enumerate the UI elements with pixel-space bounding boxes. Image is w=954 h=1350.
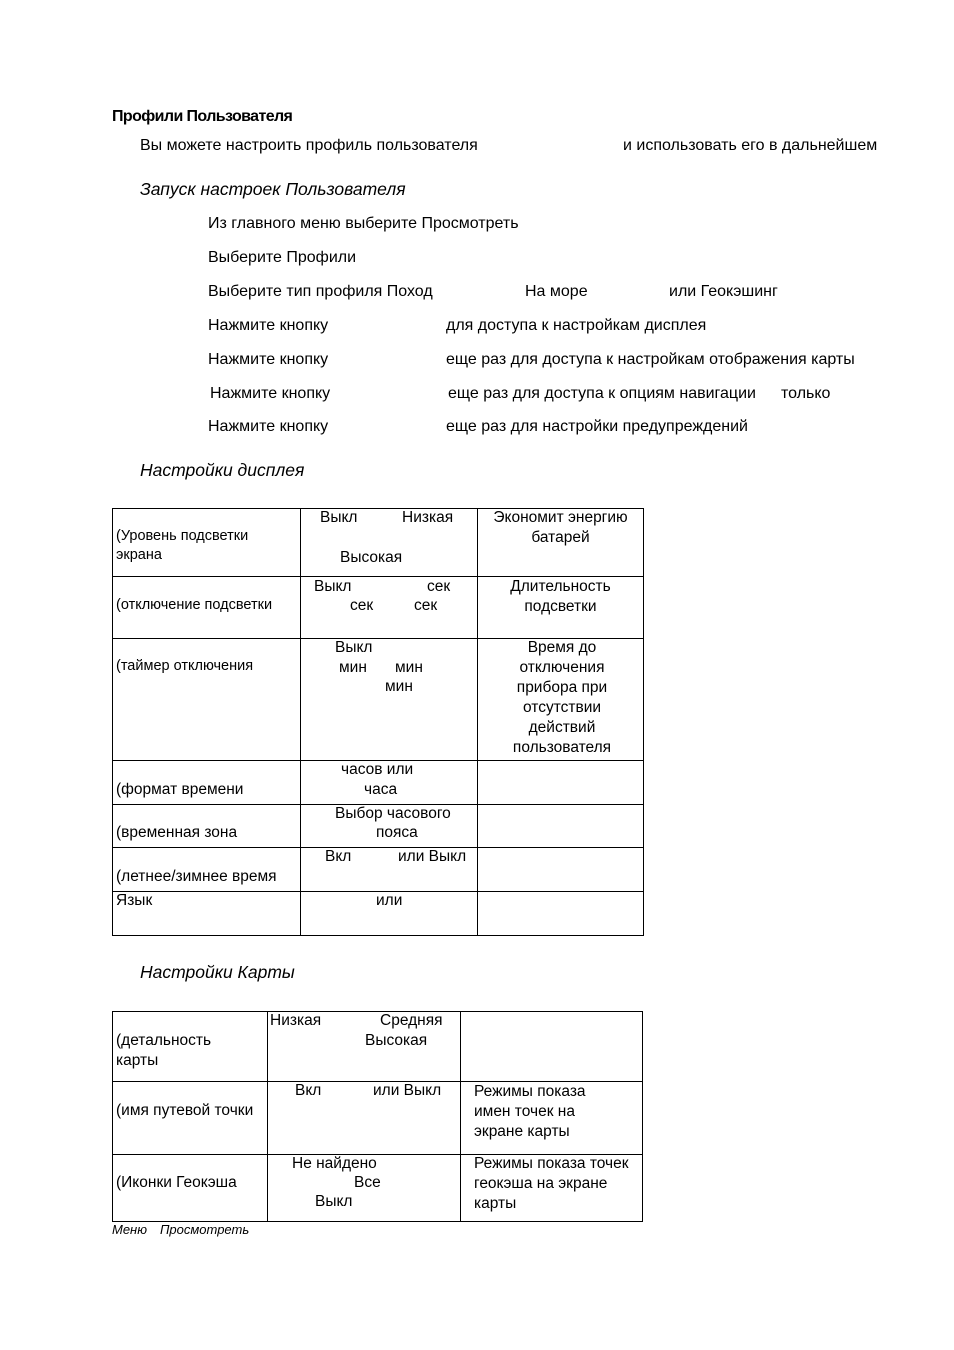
- step-7-text: Нажмите кнопку: [208, 418, 329, 435]
- row-shutdown-timer-name: (таймер отключения: [116, 658, 254, 674]
- backlight-option-low: Низкая: [402, 509, 454, 526]
- time-zone-value-cont: пояса: [376, 824, 418, 841]
- map-detail-low: Низкая: [270, 1012, 322, 1029]
- row-backlight-off-name: (отключение подсветки: [116, 597, 273, 613]
- step-4-text: Нажмите кнопку: [208, 317, 329, 334]
- step-5-desc: еще раз для доступа к настройкам отображения карты: [446, 351, 855, 368]
- waypoint-name-off: или Выкл: [373, 1082, 442, 1099]
- shutdown-timer-desc: Время до отключения прибора при отсутствии действий пользователя: [512, 639, 612, 756]
- map-detail-high: Высокая: [365, 1032, 428, 1049]
- display-table-row-divider: [112, 847, 644, 848]
- launch-heading: Запуск настроек Пользователя: [140, 179, 406, 199]
- backlight-timeout-sec: сек: [427, 578, 451, 595]
- backlight-option-high: Высокая: [340, 549, 403, 566]
- shutdown-timer-min: мин: [385, 678, 413, 695]
- step-6-note: только: [781, 385, 831, 402]
- map-table-col-divider: [460, 1011, 461, 1222]
- geocache-icons-desc: Режимы показа точек: [474, 1155, 629, 1172]
- display-table-col-divider: [300, 508, 301, 936]
- geocache-icons-all: Все: [354, 1174, 381, 1191]
- time-format-value-cont: часа: [364, 781, 398, 798]
- intro-right: и использовать его в дальнейшем: [623, 137, 878, 154]
- shutdown-timer-min: мин: [339, 659, 367, 676]
- time-format-value: часов или: [341, 761, 414, 778]
- geocache-icons-desc-cont: карты: [474, 1195, 517, 1212]
- waypoint-name-desc-cont: имен точек на: [474, 1103, 575, 1120]
- waypoint-name-on: Вкл: [295, 1082, 322, 1099]
- backlight-timeout-sec: сек: [350, 597, 374, 614]
- row-map-detail-name-cont: карты: [116, 1052, 159, 1069]
- backlight-option-off: Выкл: [320, 509, 358, 526]
- figure-caption-view: Просмотреть: [160, 1222, 250, 1237]
- backlight-level-desc: Экономит энергию батарей: [493, 509, 628, 546]
- row-map-detail-name: (детальность: [116, 1032, 212, 1049]
- display-table-col-divider: [477, 508, 478, 936]
- map-detail-medium: Средняя: [380, 1012, 443, 1029]
- row-backlight-level-name: (Уровень подсветки: [116, 528, 249, 544]
- geocache-icons-off: Выкл: [315, 1193, 353, 1210]
- step-6-desc: еще раз для доступа к опциям навигации: [448, 385, 756, 402]
- step-3-text: Выберите тип профиля Поход: [208, 283, 433, 300]
- backlight-timeout-off: Выкл: [314, 578, 352, 595]
- row-time-zone-name: (временная зона: [116, 824, 238, 841]
- waypoint-name-desc: Режимы показа: [474, 1083, 586, 1100]
- step-1: Из главного меню выберите Просмотреть: [208, 215, 519, 232]
- map-heading: Настройки Карты: [140, 962, 295, 982]
- step-5-text: Нажмите кнопку: [208, 351, 329, 368]
- row-waypoint-name: (имя путевой точки: [116, 1102, 254, 1119]
- dst-option-off: или Выкл: [398, 848, 467, 865]
- figure-caption-menu: Меню: [112, 1222, 147, 1237]
- row-backlight-level-name-cont: экрана: [116, 547, 162, 563]
- page-title: Профили Пользователя: [112, 108, 293, 125]
- time-zone-value: Выбор часового: [335, 805, 451, 822]
- step-4-desc: для доступа к настройкам дисплея: [446, 317, 707, 334]
- geocache-icons-not-found: Не найдено: [292, 1155, 377, 1172]
- row-dst-name: (летнее/зимнее время: [116, 868, 277, 885]
- intro-left: Вы можете настроить профиль пользователя: [140, 137, 478, 154]
- waypoint-name-desc-cont: экране карты: [474, 1123, 570, 1140]
- step-7-desc: еще раз для настройки предупреждений: [446, 418, 748, 435]
- shutdown-timer-off: Выкл: [335, 639, 373, 656]
- step-6-text: Нажмите кнопку: [210, 385, 331, 402]
- backlight-timeout-sec: сек: [414, 597, 438, 614]
- step-2: Выберите Профили: [208, 249, 357, 266]
- step-3-option-geocaching: или Геокэшинг: [669, 283, 778, 300]
- map-table-col-divider: [267, 1011, 268, 1222]
- language-value: или: [376, 892, 403, 909]
- display-heading: Настройки дисплея: [140, 460, 305, 480]
- row-language-name: Язык: [116, 892, 153, 909]
- shutdown-timer-min: мин: [395, 659, 423, 676]
- backlight-timeout-desc: Длительность подсветки: [510, 578, 611, 615]
- row-time-format-name: (формат времени: [116, 781, 244, 798]
- geocache-icons-desc-cont: геокэша на экране: [474, 1175, 608, 1192]
- step-3-option-sea: На море: [525, 283, 588, 300]
- dst-option-on: Вкл: [325, 848, 352, 865]
- row-geocache-icons-name: (Иконки Геокэша: [116, 1174, 237, 1191]
